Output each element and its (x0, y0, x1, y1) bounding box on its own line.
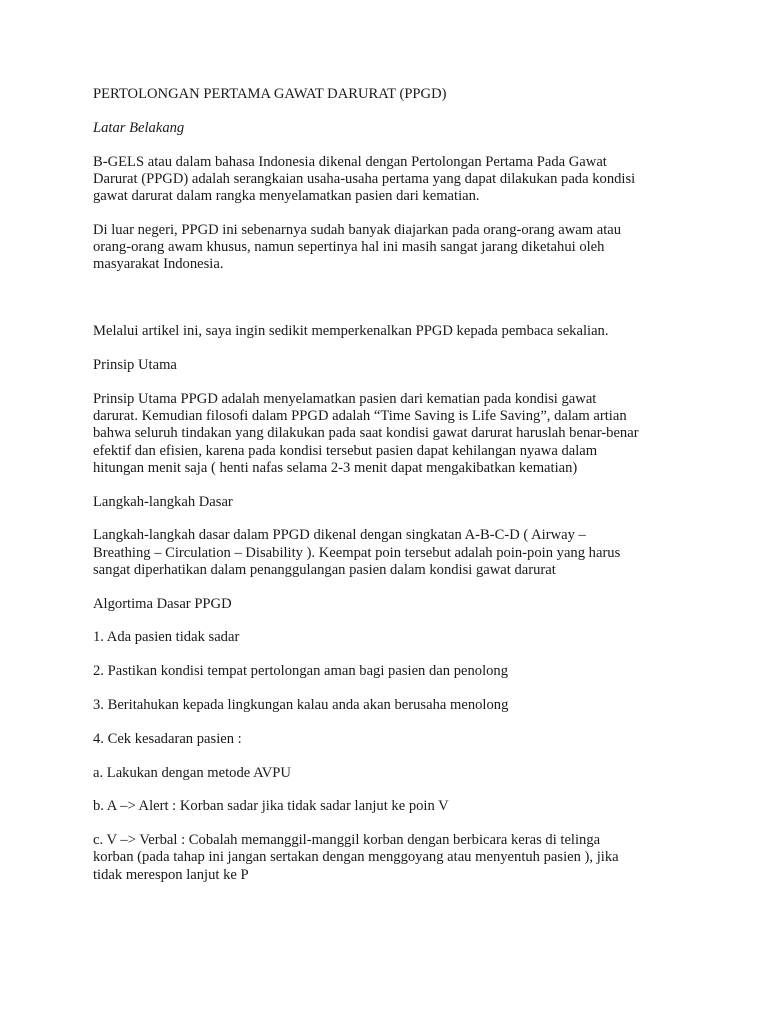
text-line: sangat diperhatikan dalam penanggulangan pasien dalam kondisi gawat darurat (93, 561, 556, 578)
section-heading-latar-belakang: Latar Belakang (93, 119, 185, 136)
text-line: tidak merespon lanjut ke P (93, 866, 249, 883)
text-line: Prinsip Utama PPGD adalah menyelamatkan pasien dari kematian pada kondisi gawat (93, 391, 597, 407)
text-line: Melalui artikel ini, saya ingin sedikit memperkenalkan PPGD kepada pembaca sekalian. (93, 323, 609, 340)
list-item (93, 629, 683, 646)
text-line: Langkah-langkah dasar dalam PPGD dikenal dengan singkatan A-B-C-D ( Airway – (93, 527, 586, 544)
list-item (93, 765, 683, 782)
list-item (93, 663, 683, 680)
text-line: Breathing – Circulation – Disability ). Keempat poin tersebut adalah poin-poin yang harus (93, 544, 621, 561)
text-line: a. Lakukan dengan metode AVPU (93, 764, 291, 781)
text-line: orang-orang awam khusus, namun sepertinya hal ini masih sangat jarang diketahui oleh (93, 239, 605, 255)
document-page (93, 86, 683, 900)
text-line: darurat. Kemudian filosofi dalam PPGD adalah “Time Saving is Life Saving”, dalam artian (93, 408, 627, 425)
paragraph-prinsip-utama (93, 391, 683, 477)
list-item (93, 697, 683, 714)
text-line: B-GELS atau dalam bahasa Indonesia dikenal dengan Pertolongan Pertama Pada Gawat (93, 153, 607, 170)
text-line: 1. Ada pasien tidak sadar (93, 629, 240, 646)
text-line: Di luar negeri, PPGD ini sebenarnya sudah banyak diajarkan pada orang-orang awam atau (93, 221, 622, 238)
text-line: gawat darurat dalam rangka menyelamatkan pasien dari kematian. (93, 188, 480, 204)
paragraph-langkah-dasar (93, 527, 683, 579)
paragraph-melalui-artikel (93, 323, 683, 340)
list-item (93, 731, 683, 748)
section-heading-prinsip-utama: Prinsip Utama (93, 357, 177, 374)
text-line: efektif dan efisien, karena pada kondisi tersebut pasien dapat kehilangan nyawa dalam (93, 442, 598, 459)
text-line: c. V –> Verbal : Cobalah memanggil-manggil korban dengan berbicara keras di telinga (93, 832, 601, 849)
paragraph-luar-negeri (93, 222, 683, 274)
text-line: Darurat (PPGD) adalah serangkaian usaha-usaha pertama yang dapat dilakukan pada kondisi (93, 170, 636, 187)
text-line: hitungan menit saja ( henti nafas selama 2-3 menit dapat mengakibatkan kematian) (93, 459, 578, 476)
text-line: korban (pada tahap ini jangan sertakan dengan menggoyang atau menyentuh pasien ), jika (93, 849, 619, 866)
text-line: masyarakat Indonesia. (93, 256, 224, 273)
text-line: bahwa seluruh tindakan yang dilakukan pada saat kondisi gawat darurat haruslah benar-benar (93, 425, 639, 442)
paragraph-bgels (93, 154, 683, 206)
text-line: 3. Beritahukan kepada lingkungan kalau anda akan berusaha menolong (93, 697, 509, 713)
list-item (93, 832, 683, 884)
section-heading-langkah-dasar: Langkah-langkah Dasar (93, 493, 233, 510)
text-line: 4. Cek kesadaran pasien : (93, 730, 242, 747)
section-heading-algoritma: Algortima Dasar PPGD (93, 595, 232, 612)
list-item (93, 798, 683, 815)
document-title: PERTOLONGAN PERTAMA GAWAT DARURAT (PPGD) (93, 86, 447, 102)
text-line: b. A –> Alert : Korban sadar jika tidak sadar lanjut ke poin V (93, 798, 449, 815)
text-line: 2. Pastikan kondisi tempat pertolongan aman bagi pasien dan penolong (93, 663, 509, 680)
